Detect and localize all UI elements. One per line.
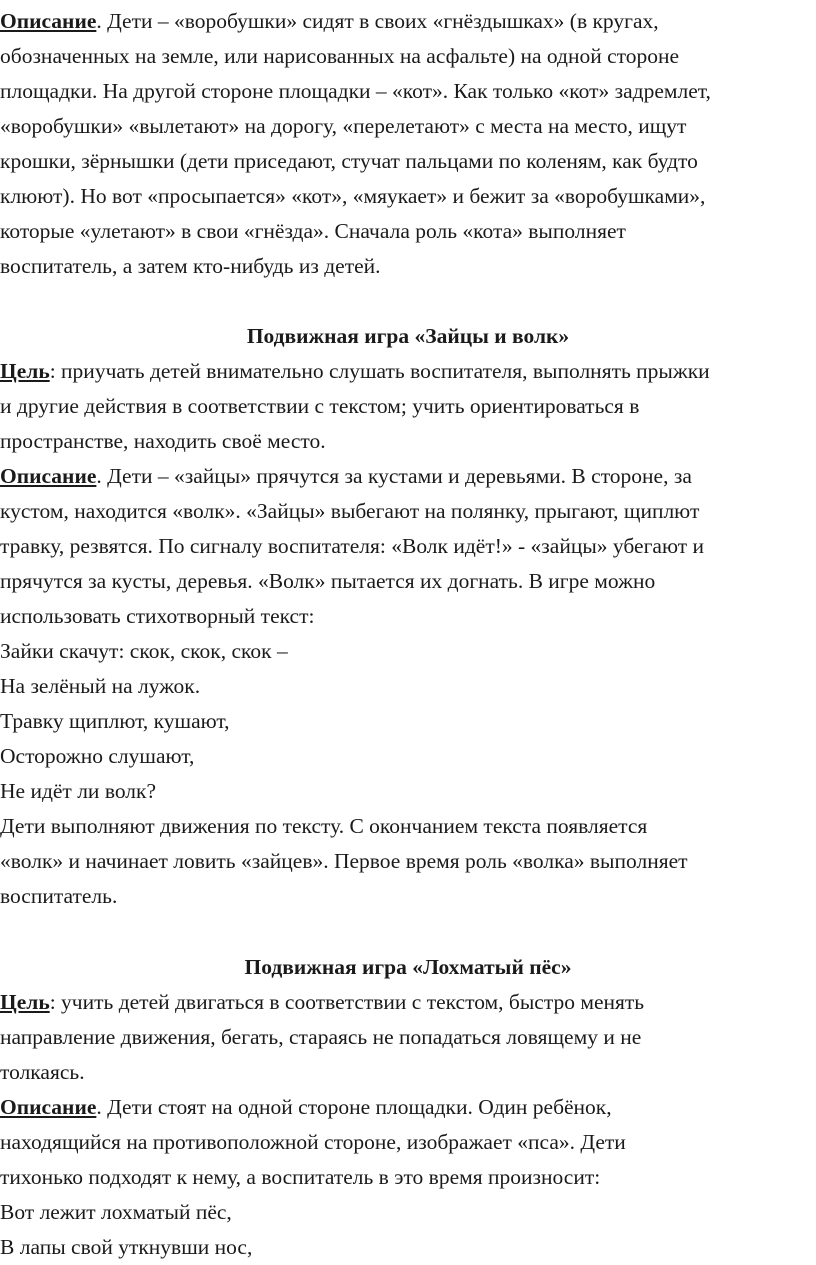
paragraph-line	[0, 985, 644, 1020]
section-title-hares-and-wolf: Подвижная игра «Зайцы и волк»	[246, 324, 570, 348]
label-description: Описание	[0, 9, 97, 33]
paragraph-line	[0, 354, 710, 389]
paragraph-text: . Дети – «зайцы» прячутся за кустами и деревьями. В стороне, за	[96, 464, 692, 488]
paragraph-line: направление движения, бегать, стараясь не попадаться ловящему и не	[0, 1025, 642, 1049]
paragraph-line: клюют). Но вот «просыпается» «кот», «мяукает» и бежит за «воробушками»,	[0, 184, 706, 208]
poem-line: Травку щиплют, кушают,	[0, 709, 230, 733]
paragraph-line: Дети выполняют движения по тексту. С окончанием текста появляется	[0, 814, 648, 838]
poem-line: В лапы свой уткнувши нос,	[0, 1235, 253, 1259]
paragraph-line: обозначенных на земле, или нарисованных на асфальте) на одной стороне	[0, 44, 680, 68]
paragraph-line: пространстве, находить своё место.	[0, 429, 326, 453]
paragraph-line: которые «улетают» в свои «гнёзда». Сначала роль «кота» выполняет	[0, 219, 626, 243]
paragraph-line	[0, 459, 692, 494]
paragraph-line: кустом, находится «волк». «Зайцы» выбегают на полянку, прыгают, щиплют	[0, 499, 700, 523]
section-title-shaggy-dog: Подвижная игра «Лохматый пёс»	[244, 955, 572, 979]
paragraph-line: площадки. На другой стороне площадки – «кот». Как только «кот» задремлет,	[0, 79, 711, 103]
paragraph-line: воспитатель.	[0, 884, 118, 908]
paragraph-line: прячутся за кусты, деревья. «Волк» пытается их догнать. В игре можно	[0, 569, 656, 593]
poem-line: Осторожно слушают,	[0, 744, 195, 768]
paragraph-line: крошки, зёрнышки (дети приседают, стучат пальцами по коленям, как будто	[0, 149, 698, 173]
paragraph-line: и другие действия в соответствии с текстом; учить ориентироваться в	[0, 394, 640, 418]
paragraph-text: . Дети стоят на одной стороне площадки. Один ребёнок,	[96, 1095, 612, 1119]
poem-line: На зелёный на лужок.	[0, 674, 201, 698]
paragraph-line: «воробушки» «вылетают» на дорогу, «перелетают» с места на место, ищут	[0, 114, 687, 138]
label-goal: Цель	[0, 359, 50, 383]
label-description: Описание	[0, 1095, 97, 1119]
paragraph-text: : приучать детей внимательно слушать воспитателя, выполнять прыжки	[49, 359, 710, 383]
paragraph-text: : учить детей двигаться в соответствии с текстом, быстро менять	[49, 990, 645, 1014]
paragraph-line	[0, 4, 659, 39]
paragraph-line: тихонько подходят к нему, а воспитатель в это время произносит:	[0, 1165, 601, 1189]
paragraph-line: «волк» и начинает ловить «зайцев». Первое время роль «волка» выполняет	[0, 849, 688, 873]
paragraph-line	[0, 1090, 612, 1125]
paragraph-line: находящийся на противоположной стороне, изображает «пса». Дети	[0, 1130, 626, 1154]
paragraph-line: толкаясь.	[0, 1060, 85, 1084]
paragraph-line: воспитатель, а затем кто-нибудь из детей.	[0, 254, 381, 278]
paragraph-line: использовать стихотворный текст:	[0, 604, 315, 628]
label-goal: Цель	[0, 990, 50, 1014]
poem-line: Зайки скачут: скок, скок, скок –	[0, 639, 288, 663]
poem-line: Вот лежит лохматый пёс,	[0, 1200, 232, 1224]
label-description: Описание	[0, 464, 97, 488]
paragraph-text: . Дети – «воробушки» сидят в своих «гнёздышках» (в кругах,	[96, 9, 659, 33]
poem-line: Не идёт ли волк?	[0, 779, 157, 803]
paragraph-line: травку, резвятся. По сигналу воспитателя: «Волк идёт!» - «зайцы» убегают и	[0, 534, 704, 558]
